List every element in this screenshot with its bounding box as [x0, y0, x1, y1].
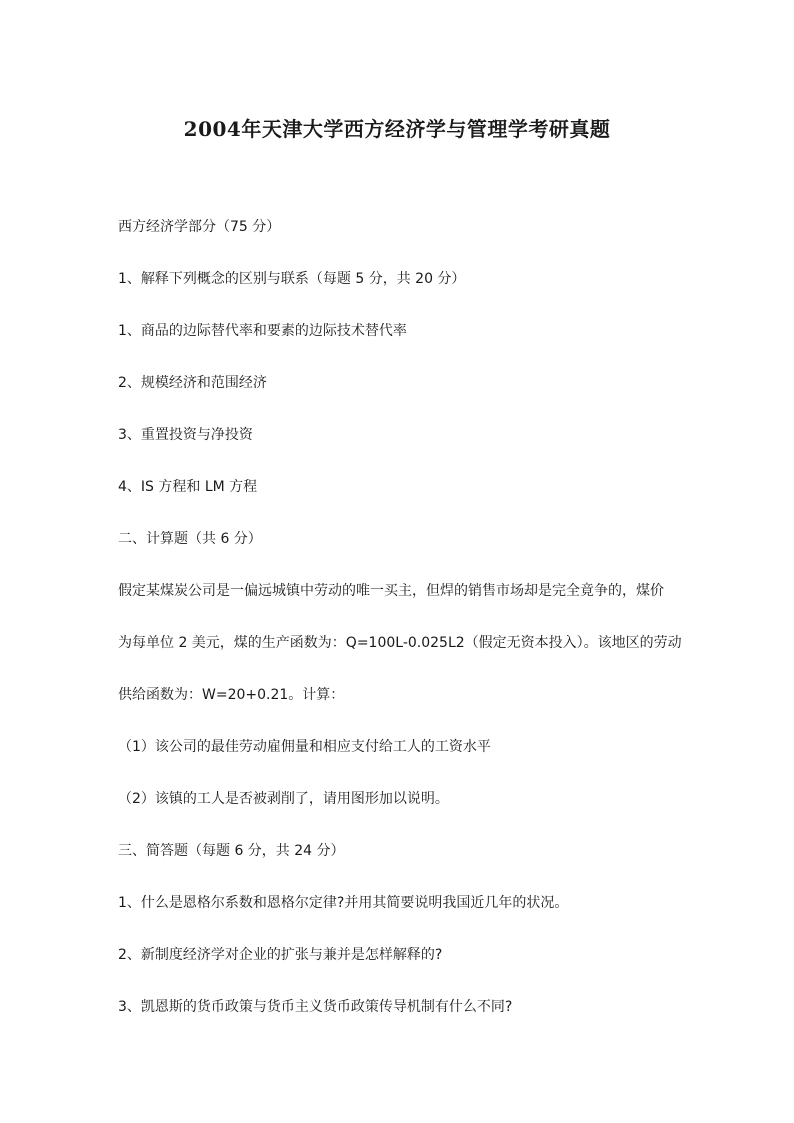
list-item: 4、IS 方程和 LM 方程 — [118, 479, 258, 495]
paragraph-line: 供给函数为：W=20+0.21。计算： — [118, 687, 345, 703]
list-item: 2、新制度经济学对企业的扩张与兼并是怎样解释的? — [118, 947, 443, 963]
paragraph-line: 为每单位 2 美元，煤的生产函数为：Q=100L-0.025L2（假定无资本投入）。该地区的劳动 — [118, 635, 682, 651]
list-item: 3、重置投资与净投资 — [118, 427, 253, 443]
list-item: （1）该公司的最佳劳动雇佣量和相应支付给工人的工资水平 — [118, 739, 491, 755]
question-heading-concepts: 1、解释下列概念的区别与联系（每题 5 分，共 20 分） — [118, 271, 466, 287]
list-item: 2、规模经济和范围经济 — [118, 375, 267, 391]
question-heading-calculation: 二、计算题（共 6 分） — [118, 531, 262, 547]
list-item: （2）该镇的工人是否被剥削了，请用图形加以说明。 — [118, 791, 449, 807]
list-item: 1、什么是恩格尔系数和恩格尔定律?并用其简要说明我国近几年的状况。 — [118, 895, 569, 911]
section-heading-western-economics: 西方经济学部分（75 分） — [118, 219, 281, 235]
document-title: 2004年天津大学西方经济学与管理学考研真题 — [183, 117, 611, 141]
paragraph-line: 假定某煤炭公司是一偏远城镇中劳动的唯一买主，但焊的销售市场却是完全竟争的，煤价 — [118, 583, 664, 599]
list-item: 3、凯恩斯的货币政策与货币主义货币政策传导机制有什么不同? — [118, 999, 513, 1015]
question-heading-short-answer: 三、简答题（每题 6 分，共 24 分） — [118, 843, 345, 859]
list-item: 1、商品的边际替代率和要素的边际技术替代率 — [118, 323, 407, 339]
